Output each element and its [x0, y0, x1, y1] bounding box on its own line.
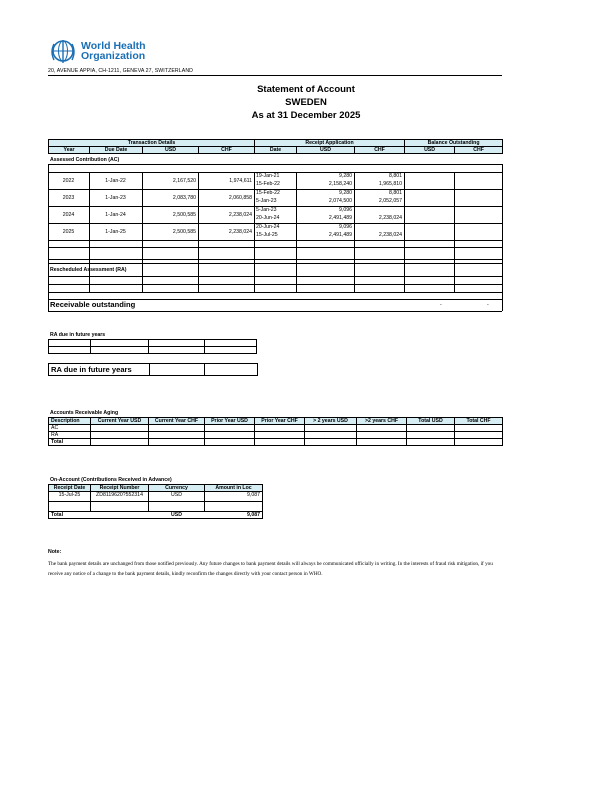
onacc-row-currency: USD	[149, 492, 205, 502]
aging-row-total: Total	[49, 439, 91, 446]
ra-future-label: RA due in future years	[50, 332, 106, 338]
receipt-usd: 9,096	[339, 224, 352, 230]
ac-year: 2023	[62, 195, 75, 201]
receipt-date: 5-Jan-23	[256, 207, 277, 213]
ac-chf: 2,238,024	[228, 229, 252, 235]
onacc-total-amount: 9,087	[205, 512, 263, 519]
aging-title: Accounts Receivable Aging	[50, 410, 119, 416]
receipt-usd: 2,491,489	[328, 215, 352, 221]
receipt-date: 20-Jun-24	[256, 224, 280, 230]
onacc-col-number: Receipt Number	[91, 485, 149, 492]
receipt-chf: 8,801	[389, 190, 402, 196]
ac-chf: 2,060,858	[228, 195, 252, 201]
col-usd: USD	[143, 147, 199, 154]
receivable-chf: -	[487, 302, 489, 308]
note-text: The bank payment details are unchanged from those notified previously. Any future changes to bank payment details will always be communicated officially in writing. In the interests of fraud risk mitigation, if you receive any notice of a change to the bank payment details, kindly reconfirm the changes directly with your contact person in WHO.	[48, 561, 493, 577]
ac-usd: 2,167,520	[172, 178, 196, 184]
aging-col-prior-chf: Prior Year CHF	[255, 418, 305, 425]
col-receipt-date: Date	[255, 147, 297, 154]
ac-chf: 2,238,024	[228, 212, 252, 218]
ac-year: 2024	[62, 212, 75, 218]
ac-year: 2025	[62, 229, 75, 235]
aging-col-current-chf: Current Year CHF	[149, 418, 205, 425]
receipt-usd: 9,280	[339, 173, 352, 179]
onacc-row-number: ZD8119620?552314	[91, 492, 149, 502]
receipt-date: 15-Feb-22	[256, 190, 280, 196]
ac-due-date: 1-Jan-24	[105, 212, 126, 218]
on-account-table	[48, 484, 263, 519]
col-year: Year	[49, 147, 90, 154]
aging-col-total-usd: Total USD	[407, 418, 455, 425]
on-account-title: On-Account (Contributions Received in Advance)	[50, 477, 172, 483]
ac-due-date: 1-Jan-22	[105, 178, 126, 184]
receipt-date: 19-Jan-21	[256, 173, 280, 179]
receipt-chf: 1,965,810	[378, 181, 402, 187]
receipt-chf: 2,238,024	[378, 232, 402, 238]
aging-col-2y-usd: > 2 years USD	[305, 418, 357, 425]
receipt-date: 5-Jan-23	[256, 198, 277, 204]
col-chf: CHF	[199, 147, 255, 154]
col-receipt-chf: CHF	[355, 147, 405, 154]
ac-due-date: 1-Jan-23	[105, 195, 126, 201]
col-balance-chf: CHF	[455, 147, 503, 154]
group-transaction-details: Transaction Details	[49, 140, 255, 147]
receipt-chf: 8,801	[389, 173, 402, 179]
as-at-date: As at 31 December 2025	[251, 110, 361, 121]
ac-usd: 2,500,585	[172, 229, 196, 235]
receivable-usd: -	[440, 302, 442, 308]
receipt-date: 20-Jun-24	[256, 215, 280, 221]
country-name: SWEDEN	[285, 97, 327, 108]
org-address: 20, AVENUE APPIA, CH-1211, GENEVA 27, SWITZERLAND	[48, 68, 194, 74]
col-due-date: Due Date	[90, 147, 143, 154]
onacc-col-amount: Amount in Loc	[205, 485, 263, 492]
aging-row-ra: RA	[49, 432, 91, 439]
statement-title: Statement of Account	[257, 84, 355, 95]
note-label: Note:	[48, 549, 62, 555]
aging-col-total-chf: Total CHF	[455, 418, 503, 425]
org-name-line2: Organization	[81, 50, 146, 62]
ra-future-total-box	[48, 363, 258, 376]
onacc-row-date: 15-Jul-25	[49, 492, 91, 502]
receivable-outstanding-label: Receivable outstanding	[50, 300, 136, 309]
onacc-col-currency: Currency	[149, 485, 205, 492]
rescheduled-assessment-label: Rescheduled Assessment (RA)	[50, 267, 127, 273]
receipt-usd: 2,158,240	[328, 181, 352, 187]
org-name-line1: World Health	[81, 40, 146, 52]
assessed-contribution-label: Assessed Contribution (AC)	[50, 157, 120, 163]
onacc-col-date: Receipt Date	[49, 485, 91, 492]
group-receipt-application: Receipt Application	[255, 140, 405, 147]
col-balance-usd: USD	[405, 147, 455, 154]
receipt-usd: 2,074,500	[328, 198, 352, 204]
ra-future-table	[48, 339, 257, 354]
onacc-total-currency: USD	[171, 512, 182, 518]
aging-col-prior-usd: Prior Year USD	[205, 418, 255, 425]
who-logo	[48, 38, 188, 66]
receipt-usd: 9,096	[339, 207, 352, 213]
receipt-date: 15-Jul-25	[256, 232, 278, 238]
receipt-chf: 2,238,024	[378, 215, 402, 221]
ac-due-date: 1-Jan-25	[105, 229, 126, 235]
aging-col-current-usd: Current Year USD	[91, 418, 149, 425]
aging-col-description: Description	[49, 418, 91, 425]
statement-table	[48, 139, 503, 154]
col-receipt-usd: USD	[297, 147, 355, 154]
who-emblem-icon	[48, 38, 78, 66]
onacc-total-label: Total	[49, 512, 91, 519]
ra-future-total-label: RA due in future years	[51, 365, 132, 374]
receipt-chf: 2,052,057	[378, 198, 402, 204]
group-balance-outstanding: Balance Outstanding	[405, 140, 503, 147]
ac-chf: 1,974,611	[229, 178, 252, 184]
receipt-date: 15-Feb-22	[256, 181, 280, 187]
ac-usd: 2,500,585	[172, 212, 196, 218]
ac-usd: 2,083,780	[172, 195, 196, 201]
onacc-row-amount: 9,087	[205, 492, 263, 502]
aging-row-ac: AC	[49, 425, 91, 432]
receipt-usd: 2,491,489	[328, 232, 352, 238]
ac-year: 2022	[62, 178, 75, 184]
receipt-usd: 9,280	[339, 190, 352, 196]
aging-table	[48, 417, 503, 446]
aging-col-2y-chf: >2 years CHF	[357, 418, 407, 425]
header-divider	[48, 75, 502, 76]
